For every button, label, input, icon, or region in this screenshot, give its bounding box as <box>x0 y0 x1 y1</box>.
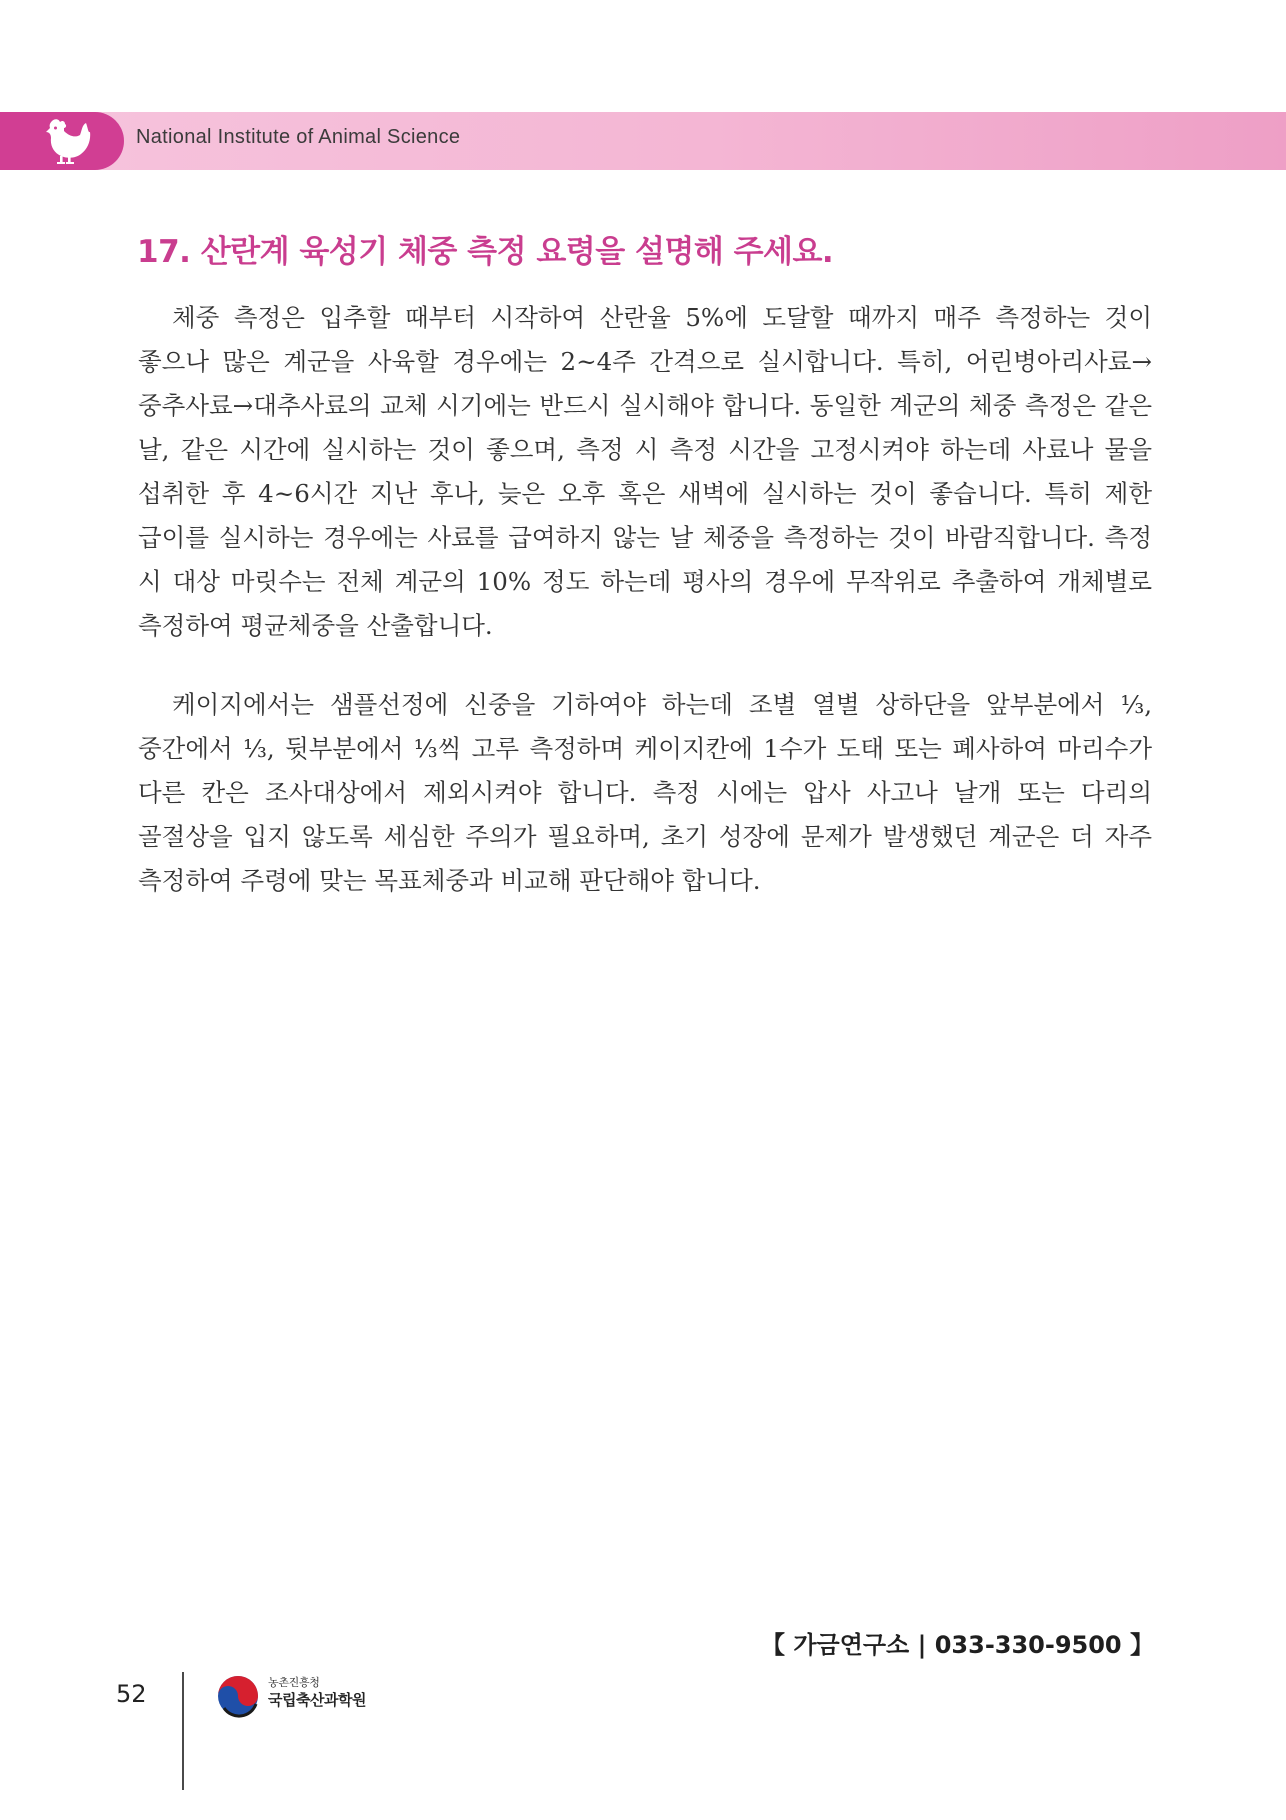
org-name-line2: 국립축산과학원 <box>268 1691 366 1709</box>
taegeuk-logo-icon <box>216 1674 260 1718</box>
body-paragraph-1: 체중 측정은 입추할 때부터 시작하여 산란율 5%에 도달할 때까지 매주 측정하는 것이 좋으나 많은 계군을 사육할 경우에는 2~4주 간격으로 실시합니다. 특히, 어린병아리사료→중추사료→대추사료의 교체 시기에는 반드시 실시해야 합니다. 동일한 계군의 체중 측정은 같은 날, 같은 시간에 실시하는 것이 좋으며, 측정 시 측정 시간을 고정시켜야 하는데 사료나 물을 섭취한 후 4~6시간 지난 후나, 늦은 오후 혹은 새벽에 실시하는 것이 좋습니다. 특히 제한 급이를 실시하는 경우에는 사료를 급여하지 않는 날 체중을 측정하는 것이 바람직합니다. 측정 시 대상 마릿수는 전체 계군의 10% 정도 하는데 평사의 경우에 무작위로 추출하여 개체별로 측정하여 평균체중을 산출합니다. <box>138 303 1152 640</box>
institute-name: National Institute of Animal Science <box>136 126 461 148</box>
footer-divider <box>182 1672 184 1790</box>
question-title: 17. 산란계 육성기 체중 측정 요령을 설명해 주세요. <box>137 234 834 270</box>
hen-icon <box>38 118 92 166</box>
body-paragraph-2: 케이지에서는 샘플선정에 신중을 기하여야 하는데 조별 열별 상하단을 앞부분에서 ⅓, 중간에서 ⅓, 뒷부분에서 ⅓씩 고루 측정하며 케이지칸에 1수가 도태 또는 폐사하여 마리수가 다른 칸은 조사대상에서 제외시켜야 합니다. 측정 시에는 압사 사고나 날개 또는 다리의 골절상을 입지 않도록 세심한 주의가 필요하며, 초기 성장에 문제가 발생했던 계군은 더 자주 측정하여 주령에 맞는 목표체중과 비교해 판단해야 합니다. <box>138 690 1152 895</box>
org-name-line1: 농촌진흥청 <box>268 1676 320 1689</box>
page-number: 52 <box>116 1680 147 1708</box>
contact-info: 【 가금연구소 | 033-330-9500 】 <box>760 1631 1154 1659</box>
org-logo-text <box>268 1676 366 1710</box>
